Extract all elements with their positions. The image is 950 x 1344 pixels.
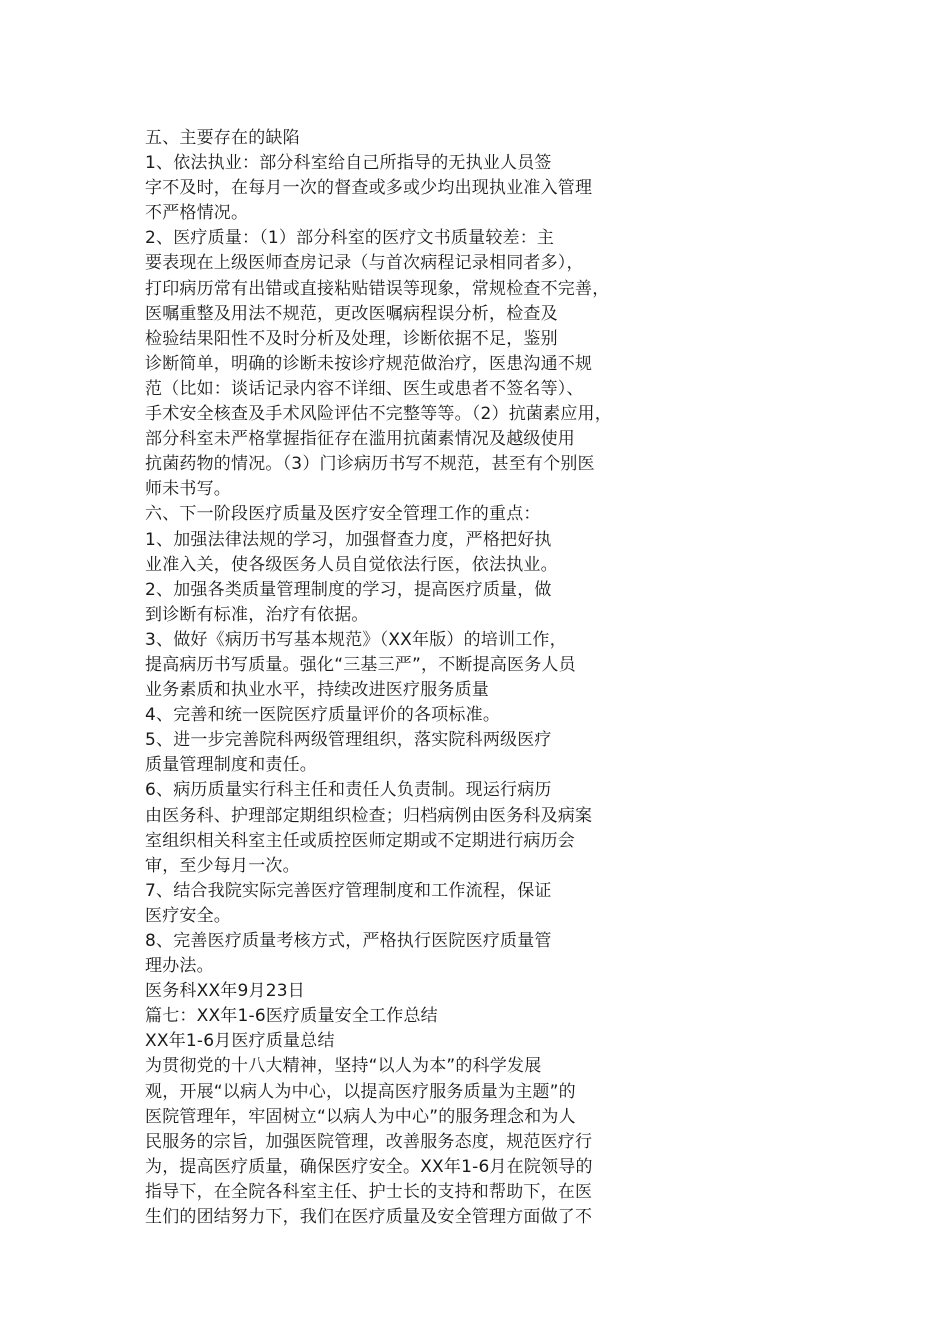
text-line: 室组织相关科室主任或质控医师定期或不定期进行病历会 (145, 830, 575, 851)
text-line: 1、加强法律法规的学习，加强督查力度，严格把好执 (145, 529, 552, 550)
text-line: 打印病历常有出错或直接粘贴错误等现象，常规检查不完善， (145, 278, 610, 299)
text-line: 不严格情况。 (145, 203, 249, 224)
text-line: 2、加强各类质量管理制度的学习，提高医疗质量，做 (145, 579, 552, 600)
text-line: 观，开展“以病人为中心，以提高医疗服务质量为主题”的 (145, 1081, 576, 1102)
text-line: 诊断简单，明确的诊断未按诊疗规范做治疗，医患沟通不规 (145, 353, 593, 374)
text-line: 要表现在上级医师查房记录（与首次病程记录相同者多）， (145, 253, 584, 274)
text-line: 4、完善和统一医院医疗质量评价的各项标准。 (145, 705, 501, 726)
text-line: 6、病历质量实行科主任和责任人负责制。现运行病历 (145, 780, 552, 801)
text-line: 2、医疗质量：（1）部分科室的医疗文书质量较差：主 (145, 228, 555, 249)
text-line: 检验结果阳性不及时分析及处理，诊断依据不足，鉴别 (145, 328, 558, 349)
section-heading: 篇七：XX年1-6医疗质量安全工作总结 (145, 1006, 438, 1027)
text-line: 民服务的宗旨，加强医院管理，改善服务态度，规范医疗行 (145, 1131, 593, 1152)
text-line: 师未书写。 (145, 479, 231, 500)
text-line: 1、依法执业：部分科室给自己所指导的无执业人员签 (145, 153, 552, 174)
text-line: 生们的团结努力下，我们在医疗质量及安全管理方面做了不 (145, 1207, 593, 1228)
text-line: 医嘱重整及用法不规范，更改医嘱病程误分析，检查及 (145, 303, 558, 324)
signature-line: 医务科XX年9月23日 (145, 981, 305, 1002)
document-body (145, 126, 705, 1230)
text-line: 5、进一步完善院科两级管理组织，落实院科两级医疗 (145, 730, 552, 751)
text-line: 8、完善医疗质量考核方式，严格执行医院医疗质量管 (145, 931, 552, 951)
text-line: 业务素质和执业水平，持续改进医疗服务质量 (145, 680, 489, 701)
text-line: 抗菌药物的情况。（3）门诊病历书写不规范，甚至有个别医 (145, 454, 595, 475)
text-line: 业准入关，使各级医务人员自觉依法行医，依法执业。 (145, 554, 558, 575)
text-line: 医疗安全。 (145, 905, 231, 926)
text-line: 理办法。 (145, 956, 214, 977)
section-subtitle: XX年1-6月医疗质量总结 (145, 1031, 335, 1052)
text-line: 部分科室未严格掌握指征存在滥用抗菌素情况及越级使用 (145, 429, 575, 450)
text-line: 提高病历书写质量。强化“三基三严”，不断提高医务人员 (145, 654, 576, 675)
text-line: 由医务科、护理部定期组织检查；归档病例由医务科及病案 (145, 805, 593, 826)
text-line: 范（比如：谈话记录内容不详细、医生或患者不签名等）、 (145, 378, 584, 399)
text-line: 手术安全核查及手术风险评估不完整等等。（2）抗菌素应用， (145, 404, 612, 425)
text-line: 到诊断有标准，治疗有依据。 (145, 604, 369, 625)
text-line: 审，至少每月一次。 (145, 855, 300, 876)
text-line: 质量管理制度和责任。 (145, 755, 317, 776)
text-line: 为，提高医疗质量，确保医疗安全。XX年1-6月在院领导的 (145, 1156, 593, 1177)
text-line: 医院管理年，牢固树立“以病人为中心”的服务理念和为人 (145, 1106, 576, 1127)
text-line: 字不及时，在每月一次的督查或多或少均出现执业准入管理 (145, 178, 593, 199)
text-line: 六、下一阶段医疗质量及医疗安全管理工作的重点： (145, 504, 541, 525)
text-line: 五、主要存在的缺陷 (145, 128, 300, 148)
text-line: 3、做好《病历书写基本规范》（XX年版）的培训工作， (145, 629, 567, 650)
text-line: 为贯彻党的十八大精神，坚持“以人为本”的科学发展 (145, 1056, 542, 1077)
text-line: 指导下，在全院各科室主任、护士长的支持和帮助下，在医 (145, 1181, 593, 1202)
text-line: 7、结合我院实际完善医疗管理制度和工作流程，保证 (145, 880, 552, 901)
